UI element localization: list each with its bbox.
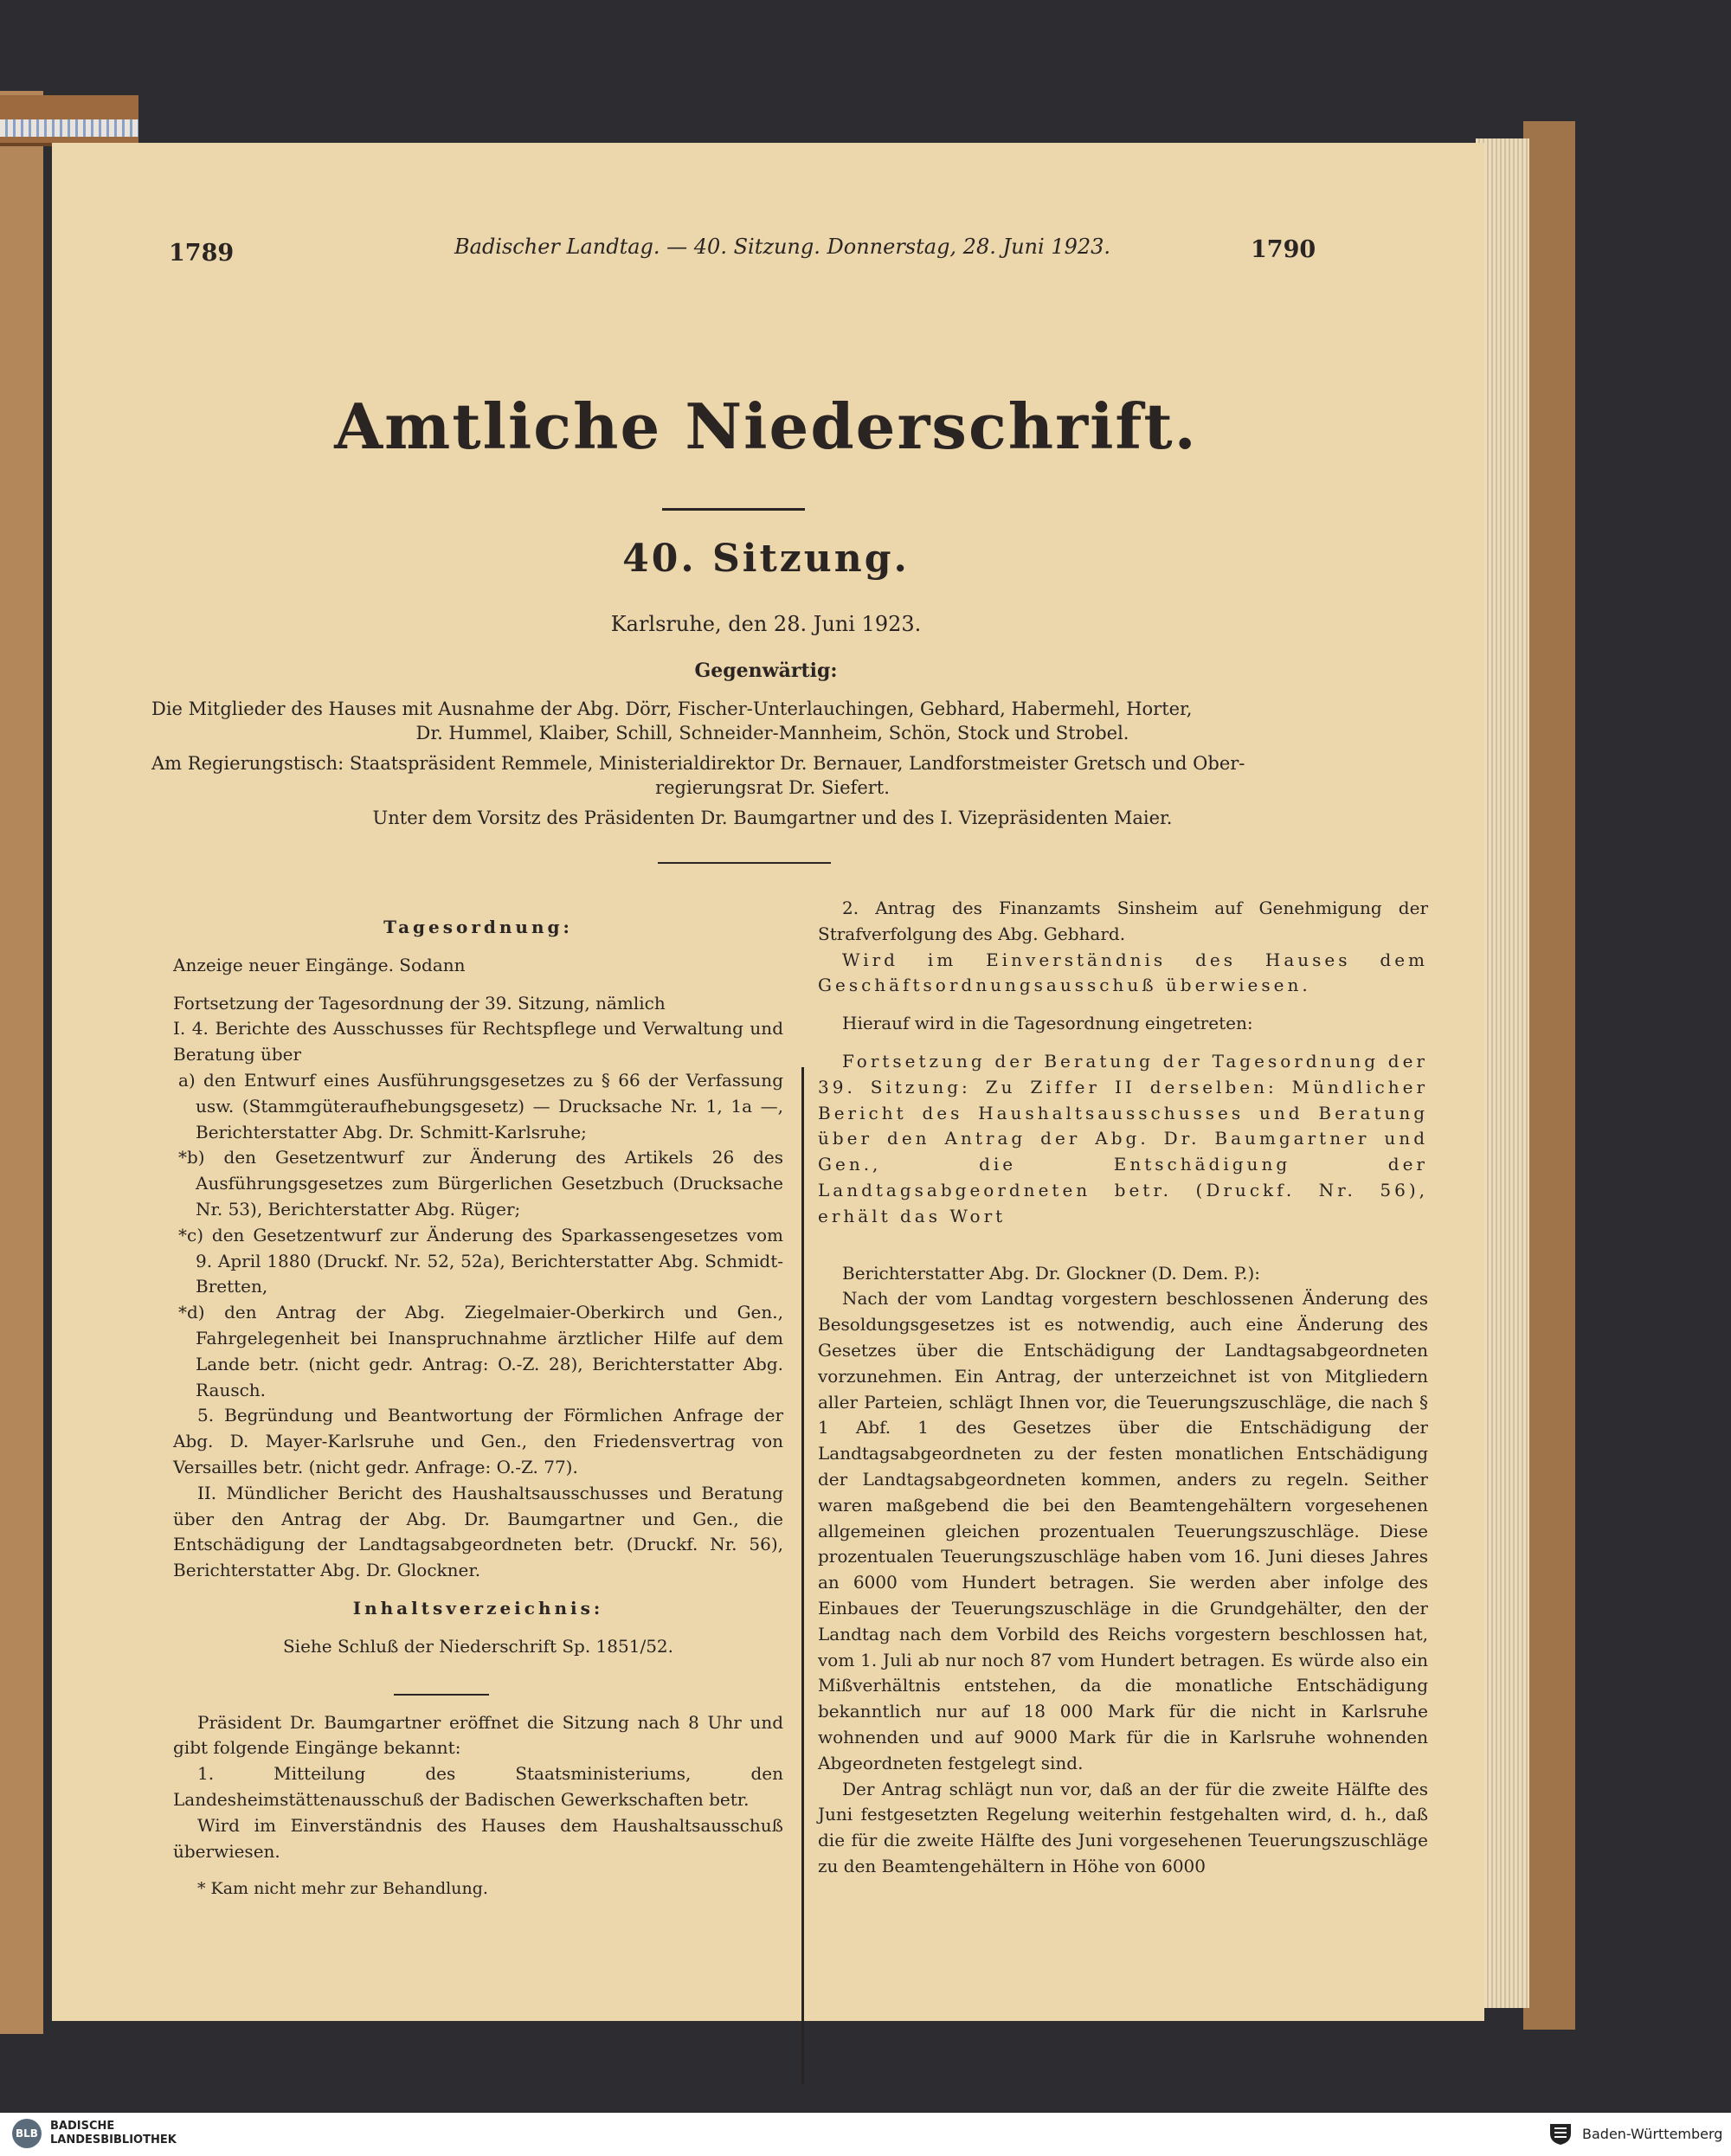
left-column [173,915,783,1902]
incoming-item-2-referral: Wird im Einverständnis des Hauses dem Geschäftsordnungsausschuß überwiesen. [818,949,1428,996]
bookmark-ribbon [0,119,138,137]
agenda-line: Fortsetzung der Tagesordnung der 39. Sitzung, nämlich [173,992,666,1014]
spacer [173,1864,783,1876]
state-name: Baden-Württemberg [1582,2126,1723,2142]
government-bench-line-2: regierungsrat Dr. Siefert. [655,777,890,798]
section-rule [658,862,831,864]
contents-text: Siehe Schluß der Niederschrift Sp. 1851/52. [282,1635,674,1657]
document-title: Amtliche Niederschrift. [334,389,1198,463]
present-heading: Gegenwärtig: [694,660,838,682]
speech-paragraph-1: Nach der vom Landtag vorgestern beschlossenen Änderung des Besoldungsgesetzes ist es notwendig, auch eine Änderung des Gesetzes über die Entschädigung der Landtagsabgeordneten vorzunehmen. Ein Antrag, der unterzeichnet ist von Mitgliedern aller Parteien, schlägt Ihnen vor, die Teuerungszuschläge, die nach § 1 Abf. 1 des Gesetzes über die Entschädigung der Landtagsabgeordneten zu der festen monatlichen Entschädigung der Landtagsabgeordneten kommen, anders zu regeln. Seither waren maßgebend die bei den Beamtengehältern vorgesehenen allgemeinen gleichen prozentualen Teuerungszuschläge. Diese prozentualen Teuerungszuschläge haben vom 16. Juni dieses Jahres an 6000 vom Hundert betragen. Sie werden aber infolge des Einbaues der Teuerungszuschläge in die Grundgehälter, den der Landtag nach dem Vorbild des Reichs vorgestern beschlossen hat, vom 1. Juli ab nur noch 87 vom Hundert betragen. Es würde also ein Mißverhältnis entstehen, da die monatliche Entschädigung bekanntlich nur auf 18 000 Mark für die nicht in Karlsruhe wohnenden und auf 9000 Mark für die in Karlsruhe wohnenden Abgeordneten festgelegt sind. [818,1288,1428,1773]
speech-paragraph-2: Der Antrag schlägt nun vor, daß an der für die zweite Hälfte des Juni festgesetzten Regelung weiterhin festgehalten wird, d. h., daß die für die zweite Hälfte des Juni vorgesehenen Teuerungszuschläge zu den Beamtengehältern in Höhe von 6000 [818,1778,1428,1876]
present-members [151,697,1393,745]
library-name-line-1: BADISCHE [50,2120,115,2133]
page-number-left: 1789 [169,240,235,267]
column-divider [801,1067,804,2084]
agenda-line: I. 4. Berichte des Ausschusses für Rechtspflege und Verwaltung und Beratung über [173,1018,783,1065]
state-crest-icon [1548,2121,1573,2146]
spacer [173,941,783,953]
incoming-item-1-referral: Wird im Einverständnis des Hauses dem Haushaltsausschuß überwiesen. [173,1814,783,1862]
agenda-item-5: 5. Begründung und Beantwortung der Förmlichen Anfrage der Abg. D. Mayer-Karlsruhe und Gen., den Friedensvertrag von Versailles betr. (nicht gedr. Anfrage: O.-Z. 77). [173,1405,783,1477]
contents-heading: Inhaltsverzeichnis: [352,1597,604,1619]
library-name [50,2120,177,2147]
agenda-item-d: *d) den Antrag der Abg. Ziegelmaier-Oberkirch und Gen., Fahrgelegenheit bei Inanspruchnahme ärztlicher Hilfe auf dem Lande betr. (nicht gedr. Antrag: O.-Z. 28), Berichterstatter Abg. Rausch. [178,1302,783,1400]
session-heading: 40. Sitzung. [622,537,910,581]
government-bench-line-1: Am Regierungstisch: Staatspräsident Remmele, Ministerialdirektor Dr. Bernauer, Landforstmeister Gretsch und Ober- [151,753,1245,774]
right-column [818,896,1428,1880]
agenda-item-c: *c) den Gesetzentwurf zur Änderung des Sparkassengesetzes vom 9. April 1880 (Druckf. Nr. 52, 52a), Berichterstatter Abg. Schmidt-Bretten, [178,1224,783,1297]
book-spine [0,91,43,2034]
library-name-line-2: LANDESBIBLIOTHEK [50,2133,177,2146]
government-bench [151,751,1393,800]
agenda-item-ii: II. Mündlicher Bericht des Haushaltsausschusses und Beratung über den Antrag der Abg. Dr. Baumgartner und Gen., die Entschädigung der Landtagsabgeordneten betr. (Druckf. Nr. 56), Berichterstatter Abg. Dr. Glockner. [173,1482,783,1581]
agenda-item-a: a) den Entwurf eines Ausführungsgesetzes zu § 66 der Verfassung usw. (Stammgüteraufhebungsgesetz) — Drucksache Nr. 1, 1a —, Berichterstatter Abg. Dr. Schmitt-Karlsruhe; [178,1069,783,1142]
title-rule [662,508,805,511]
spacer [818,1037,1428,1049]
continuation-paragraph: Fortsetzung der Beratung der Tagesordnung der 39. Sitzung: Zu Ziffer II derselben: Mündlicher Bericht des Haushaltsausschusses und Beratung über den Antrag der Abg. Dr. Baumgartner und Gen., die Entschädigung der Landtagsabgeordneten betr. (Druckf. Nr. 56), erhält das Wort [818,1050,1428,1226]
incoming-item-2: 2. Antrag des Finanzamts Sinsheim auf Genehmigung der Strafverfolgung des Abg. Gebhard. [818,898,1428,944]
speaker-line: Berichterstatter Abg. Dr. Glockner (D. Dem. P.): [842,1262,1260,1284]
spacer [173,1622,783,1634]
page-number-right: 1790 [1251,236,1316,263]
spacer [173,979,783,991]
spacer [173,1660,783,1710]
agenda-heading: Tagesordnung: [383,917,573,937]
incoming-item-1: 1. Mitteilung des Staatsministeriums, den Landesheimstättenausschuß der Badischen Gewerkschaften betr. [173,1763,783,1810]
spacer [818,1230,1428,1261]
blb-logo: BLB [12,2119,42,2148]
running-header: Badischer Landtag. — 40. Sitzung. Donnerstag, 28. Juni 1923. [454,235,1111,259]
document-page [52,143,1484,2021]
spacer [173,1584,783,1596]
present-members-line-2: Dr. Hummel, Klaiber, Schill, Schneider-Mannheim, Schön, Stock und Strobel. [415,723,1129,743]
present-members-line-1: Die Mitglieder des Hauses mit Ausnahme der Abg. Dörr, Fischer-Unterlauchingen, Gebhard, Habermehl, Horter, [151,698,1193,719]
footnote: * Kam nicht mehr zur Behandlung. [197,1879,488,1899]
place-date: Karlsruhe, den 28. Juni 1923. [610,612,922,636]
spacer [818,999,1428,1011]
book-cover-edge [1523,121,1575,2030]
footer-bar [0,2113,1731,2156]
chair-line: Unter dem Vorsitz des Präsidenten Dr. Baumgartner und des I. Vizepräsidenten Maier. [372,808,1173,828]
agenda-item-b: *b) den Gesetzentwurf zur Änderung des Artikels 26 des Ausführungsgesetzes zum Bürgerlichen Gesetzbuch (Drucksache Nr. 53), Berichterstatter Abg. Rüger; [178,1147,783,1220]
left-section-rule [394,1694,489,1696]
opening-statement: Präsident Dr. Baumgartner eröffnet die Sitzung nach 8 Uhr und gibt folgende Eingänge bekannt: [173,1711,783,1759]
agenda-start: Hierauf wird in die Tagesordnung eingetreten: [842,1013,1253,1034]
agenda-line: Anzeige neuer Eingänge. Sodann [173,954,466,975]
